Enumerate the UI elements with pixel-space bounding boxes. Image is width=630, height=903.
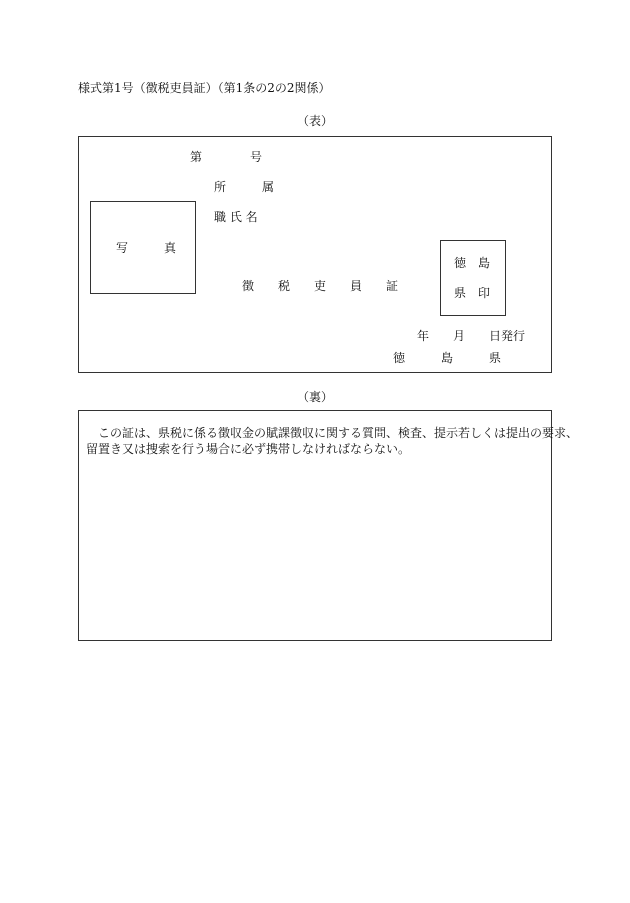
certificate-name: 徴 税 吏 員 証 xyxy=(242,279,399,293)
seal-text-line1: 徳 島 xyxy=(454,256,491,270)
issuer-name: 徳 島 県 xyxy=(393,351,502,365)
back-side-text: この証は、県税に係る徴収金の賦課徴収に関する質問、検査、提示若しくは提出の要求、 留置き又は捜索を行う場合に必ず携帯しなければならない。 xyxy=(86,426,579,456)
issue-date-label: 年 月 日発行 xyxy=(417,329,526,343)
form-title: 様式第1号（徴税吏員証）（第1条の2の2関係） xyxy=(78,81,331,95)
front-side-heading: （表） xyxy=(296,114,333,128)
photo-label: 写 真 xyxy=(116,241,177,255)
back-side-heading: （裏） xyxy=(296,390,333,404)
seal-text-line2: 県 印 xyxy=(454,286,491,300)
affiliation-label: 所 属 xyxy=(214,180,275,194)
job-name-label: 職 氏 名 xyxy=(214,210,258,224)
certificate-number-label: 第 号 xyxy=(190,150,263,164)
seal-box xyxy=(440,240,506,316)
